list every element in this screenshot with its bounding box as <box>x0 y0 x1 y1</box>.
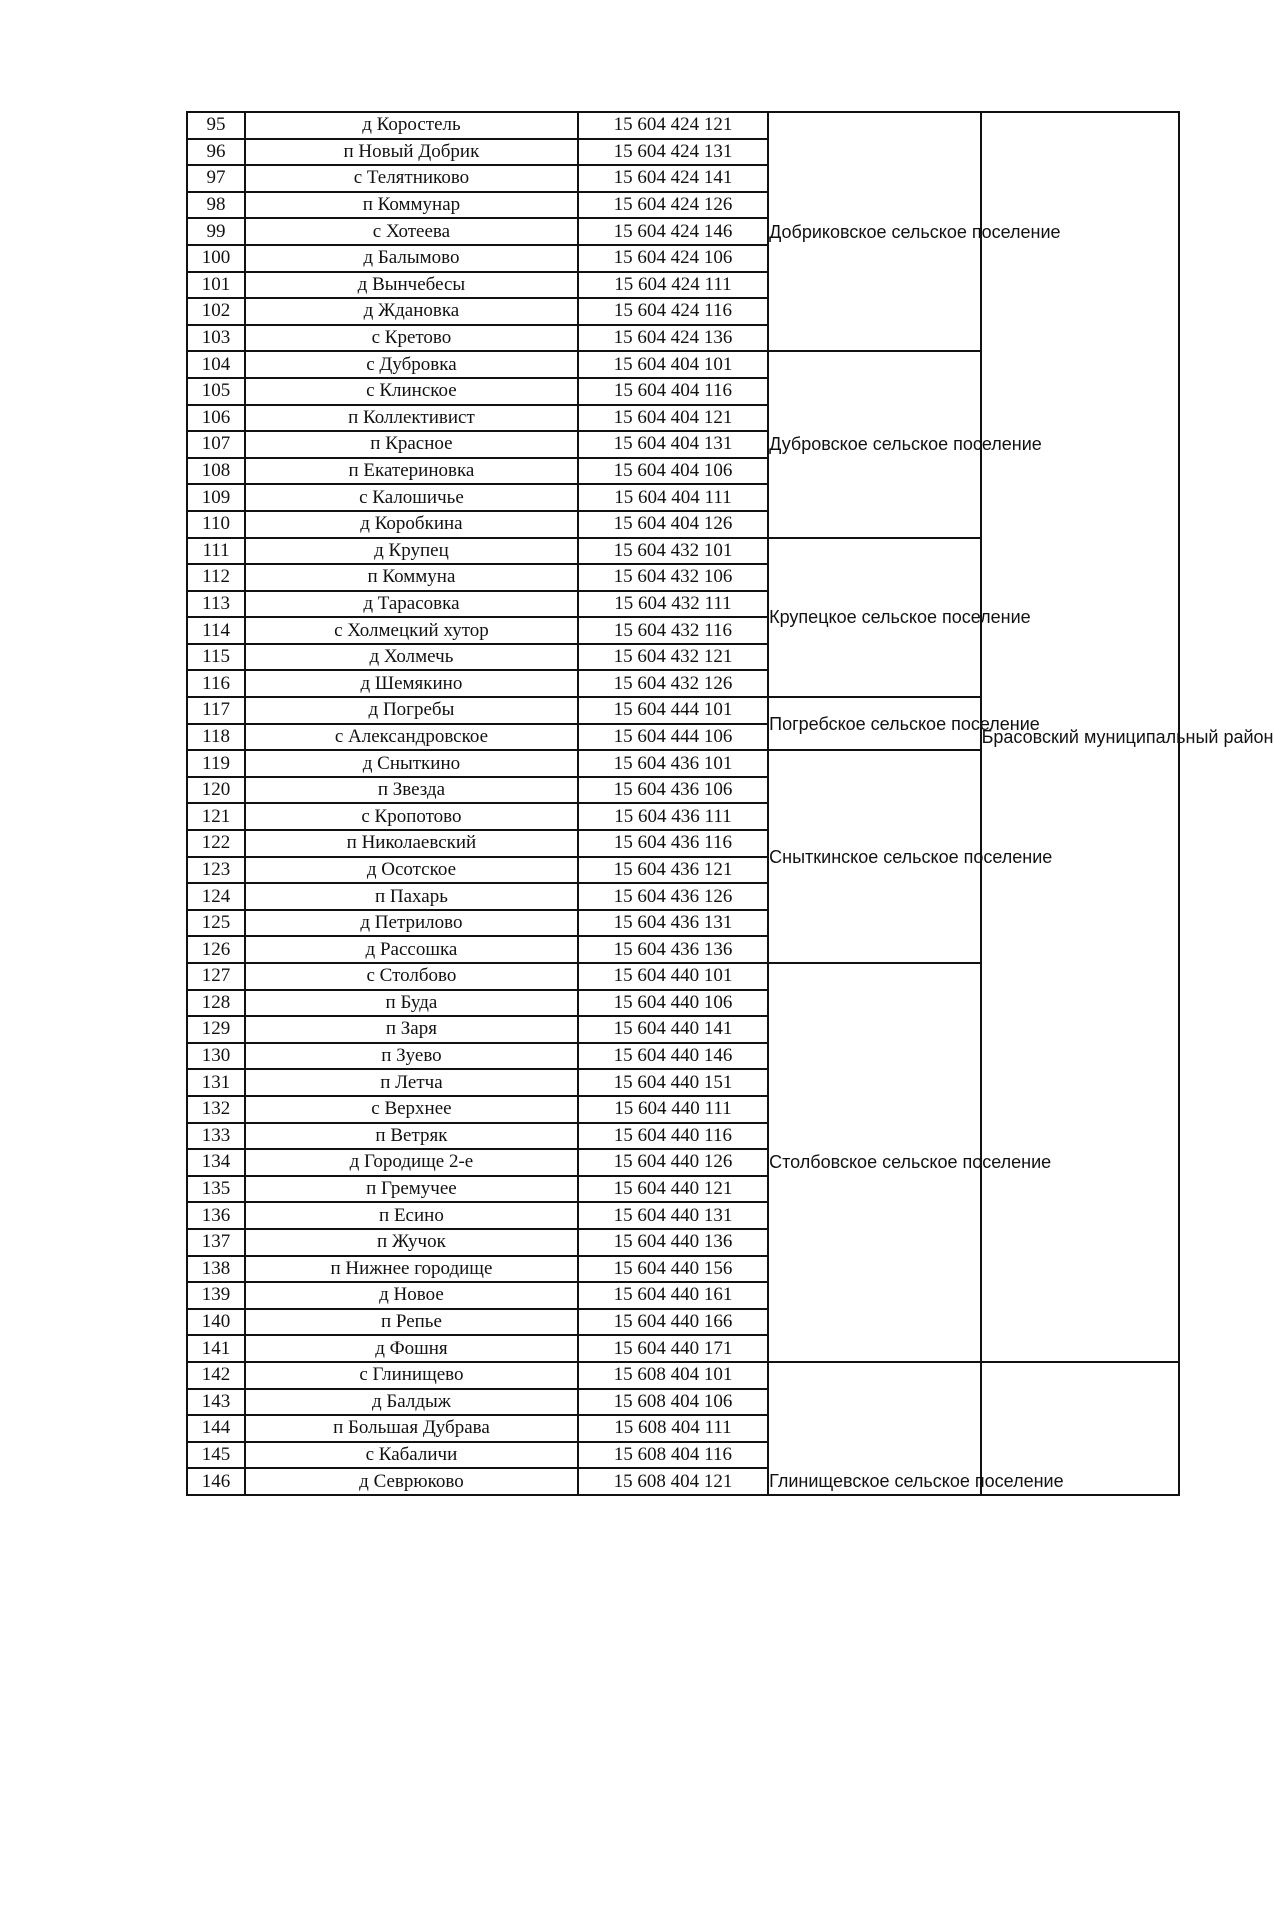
oktmo-code: 15 604 436 126 <box>578 883 768 910</box>
row-number: 121 <box>187 803 245 830</box>
locality-name: д Тарасовка <box>245 591 578 618</box>
row-number: 143 <box>187 1389 245 1416</box>
settlement-name: Столбовское сельское поселение <box>768 963 980 1362</box>
locality-name: п Николаевский <box>245 830 578 857</box>
row-number: 131 <box>187 1069 245 1096</box>
settlement-name: Глинищевское сельское поселение <box>768 1362 980 1495</box>
row-number: 130 <box>187 1043 245 1070</box>
locality-name: д Петрилово <box>245 910 578 937</box>
locality-name: п Зуево <box>245 1043 578 1070</box>
row-number: 132 <box>187 1096 245 1123</box>
oktmo-code: 15 604 432 116 <box>578 617 768 644</box>
oktmo-code: 15 604 424 126 <box>578 192 768 219</box>
oktmo-code: 15 604 440 171 <box>578 1335 768 1362</box>
row-number: 120 <box>187 777 245 804</box>
locality-name: с Кабаличи <box>245 1442 578 1469</box>
oktmo-code: 15 604 424 141 <box>578 165 768 192</box>
row-number: 106 <box>187 405 245 432</box>
locality-name: с Холмецкий хутор <box>245 617 578 644</box>
oktmo-code: 15 604 440 121 <box>578 1176 768 1203</box>
row-number: 97 <box>187 165 245 192</box>
locality-name: п Коллективист <box>245 405 578 432</box>
district-name: Брасовский муниципальный район <box>981 112 1179 1362</box>
oktmo-code: 15 604 440 126 <box>578 1149 768 1176</box>
oktmo-code: 15 604 424 136 <box>578 325 768 352</box>
locality-name: д Осотское <box>245 857 578 884</box>
locality-name: п Жучок <box>245 1229 578 1256</box>
locality-name: д Балдыж <box>245 1389 578 1416</box>
row-number: 110 <box>187 511 245 538</box>
row-number: 144 <box>187 1415 245 1442</box>
row-number: 124 <box>187 883 245 910</box>
row-number: 113 <box>187 591 245 618</box>
oktmo-code: 15 604 440 111 <box>578 1096 768 1123</box>
settlements-table-body <box>187 112 1274 1495</box>
oktmo-code: 15 604 424 116 <box>578 298 768 325</box>
row-number: 115 <box>187 644 245 671</box>
row-number: 135 <box>187 1176 245 1203</box>
oktmo-code: 15 604 424 121 <box>578 112 768 139</box>
locality-name: с Кретово <box>245 325 578 352</box>
locality-name: п Новый Добрик <box>245 139 578 166</box>
oktmo-code: 15 604 424 111 <box>578 272 768 299</box>
locality-name: п Буда <box>245 990 578 1017</box>
oktmo-code: 15 604 432 121 <box>578 644 768 671</box>
locality-name: п Репье <box>245 1309 578 1336</box>
oktmo-code: 15 604 424 146 <box>578 218 768 245</box>
row-number: 117 <box>187 697 245 724</box>
locality-name: п Пахарь <box>245 883 578 910</box>
oktmo-code: 15 608 404 101 <box>578 1362 768 1389</box>
oktmo-code: 15 604 436 121 <box>578 857 768 884</box>
row-number: 103 <box>187 325 245 352</box>
oktmo-code: 15 604 440 141 <box>578 1016 768 1043</box>
oktmo-code: 15 604 436 101 <box>578 750 768 777</box>
row-number: 140 <box>187 1309 245 1336</box>
oktmo-code: 15 608 404 121 <box>578 1468 768 1495</box>
document-table-viewport <box>186 111 1274 1515</box>
oktmo-code: 15 604 432 126 <box>578 670 768 697</box>
row-number: 126 <box>187 936 245 963</box>
row-number: 108 <box>187 458 245 485</box>
row-number: 104 <box>187 351 245 378</box>
row-number: 123 <box>187 857 245 884</box>
locality-name: д Коростель <box>245 112 578 139</box>
oktmo-code: 15 608 404 111 <box>578 1415 768 1442</box>
locality-name: д Вынчебесы <box>245 272 578 299</box>
settlement-name: Дубровское сельское поселение <box>768 351 980 537</box>
locality-name: п Большая Дубрава <box>245 1415 578 1442</box>
locality-name: с Хотеева <box>245 218 578 245</box>
row-number: 128 <box>187 990 245 1017</box>
row-number: 98 <box>187 192 245 219</box>
locality-name: д Ждановка <box>245 298 578 325</box>
oktmo-code: 15 604 404 131 <box>578 431 768 458</box>
oktmo-code: 15 604 424 131 <box>578 139 768 166</box>
row-number: 139 <box>187 1282 245 1309</box>
locality-name: с Телятниково <box>245 165 578 192</box>
oktmo-code: 15 604 424 106 <box>578 245 768 272</box>
row-number: 111 <box>187 538 245 565</box>
locality-name: с Дубровка <box>245 351 578 378</box>
locality-name: с Александровское <box>245 724 578 751</box>
row-number: 146 <box>187 1468 245 1495</box>
row-number: 101 <box>187 272 245 299</box>
oktmo-code: 15 604 440 116 <box>578 1123 768 1150</box>
row-number: 105 <box>187 378 245 405</box>
row-number: 129 <box>187 1016 245 1043</box>
locality-name: д Городище 2-е <box>245 1149 578 1176</box>
row-number: 107 <box>187 431 245 458</box>
oktmo-code: 15 604 432 101 <box>578 538 768 565</box>
locality-name: д Шемякино <box>245 670 578 697</box>
oktmo-code: 15 604 440 136 <box>578 1229 768 1256</box>
row-number: 95 <box>187 112 245 139</box>
row-number: 99 <box>187 218 245 245</box>
oktmo-code: 15 604 432 111 <box>578 591 768 618</box>
oktmo-code: 15 604 440 106 <box>578 990 768 1017</box>
settlement-name: Крупецкое сельское поселение <box>768 538 980 698</box>
locality-name: с Клинское <box>245 378 578 405</box>
oktmo-code: 15 604 440 166 <box>578 1309 768 1336</box>
settlement-name: Погребское сельское поселение <box>768 697 980 750</box>
row-number: 122 <box>187 830 245 857</box>
locality-name: с Кропотово <box>245 803 578 830</box>
row-number: 133 <box>187 1123 245 1150</box>
row-number: 102 <box>187 298 245 325</box>
row-number: 141 <box>187 1335 245 1362</box>
locality-name: д Погребы <box>245 697 578 724</box>
locality-name: п Екатериновка <box>245 458 578 485</box>
row-number: 125 <box>187 910 245 937</box>
oktmo-code: 15 604 404 116 <box>578 378 768 405</box>
row-number: 137 <box>187 1229 245 1256</box>
locality-name: п Красное <box>245 431 578 458</box>
row-number: 145 <box>187 1442 245 1469</box>
oktmo-code: 15 604 444 106 <box>578 724 768 751</box>
locality-name: п Заря <box>245 1016 578 1043</box>
row-number: 96 <box>187 139 245 166</box>
locality-name: п Есино <box>245 1202 578 1229</box>
settlement-name: Добриковское сельское поселение <box>768 112 980 351</box>
oktmo-code: 15 604 436 136 <box>578 936 768 963</box>
oktmo-code: 15 604 444 101 <box>578 697 768 724</box>
oktmo-code: 15 604 404 121 <box>578 405 768 432</box>
locality-name: с Глинищево <box>245 1362 578 1389</box>
oktmo-code: 15 604 440 156 <box>578 1256 768 1283</box>
oktmo-code: 15 604 436 111 <box>578 803 768 830</box>
locality-name: п Коммуна <box>245 564 578 591</box>
table-row <box>187 1362 1179 1389</box>
oktmo-code: 15 604 440 151 <box>578 1069 768 1096</box>
row-number: 116 <box>187 670 245 697</box>
oktmo-code: 15 604 436 116 <box>578 830 768 857</box>
locality-name: д Фошня <box>245 1335 578 1362</box>
row-number: 138 <box>187 1256 245 1283</box>
oktmo-code: 15 604 440 161 <box>578 1282 768 1309</box>
table-row <box>187 112 1179 139</box>
locality-name: д Севрюково <box>245 1468 578 1495</box>
oktmo-code: 15 604 432 106 <box>578 564 768 591</box>
locality-name: п Нижнее городище <box>245 1256 578 1283</box>
locality-name: д Балымово <box>245 245 578 272</box>
oktmo-code: 15 604 436 106 <box>578 777 768 804</box>
row-number: 119 <box>187 750 245 777</box>
oktmo-code: 15 604 436 131 <box>578 910 768 937</box>
oktmo-code: 15 604 440 146 <box>578 1043 768 1070</box>
locality-name: п Гремучее <box>245 1176 578 1203</box>
locality-name: п Звезда <box>245 777 578 804</box>
locality-name: д Сныткино <box>245 750 578 777</box>
oktmo-code: 15 604 404 126 <box>578 511 768 538</box>
locality-name: д Коробкина <box>245 511 578 538</box>
settlement-name: Сныткинское сельское поселение <box>768 750 980 963</box>
locality-name: д Рассошка <box>245 936 578 963</box>
row-number: 136 <box>187 1202 245 1229</box>
locality-name: п Коммунар <box>245 192 578 219</box>
row-number: 114 <box>187 617 245 644</box>
locality-name: п Ветряк <box>245 1123 578 1150</box>
row-number: 142 <box>187 1362 245 1389</box>
row-number: 109 <box>187 484 245 511</box>
locality-name: с Столбово <box>245 963 578 990</box>
locality-name: с Верхнее <box>245 1096 578 1123</box>
row-number: 127 <box>187 963 245 990</box>
oktmo-code: 15 604 440 101 <box>578 963 768 990</box>
row-number: 118 <box>187 724 245 751</box>
oktmo-code: 15 604 404 101 <box>578 351 768 378</box>
oktmo-code: 15 608 404 116 <box>578 1442 768 1469</box>
locality-name: с Калошичье <box>245 484 578 511</box>
row-number: 112 <box>187 564 245 591</box>
oktmo-code: 15 604 404 111 <box>578 484 768 511</box>
oktmo-code: 15 604 404 106 <box>578 458 768 485</box>
locality-name: д Новое <box>245 1282 578 1309</box>
row-number: 100 <box>187 245 245 272</box>
oktmo-code: 15 608 404 106 <box>578 1389 768 1416</box>
oktmo-code: 15 604 440 131 <box>578 1202 768 1229</box>
locality-name: д Крупец <box>245 538 578 565</box>
locality-name: п Летча <box>245 1069 578 1096</box>
row-number: 134 <box>187 1149 245 1176</box>
locality-name: д Холмечь <box>245 644 578 671</box>
settlements-table <box>186 111 1274 1496</box>
